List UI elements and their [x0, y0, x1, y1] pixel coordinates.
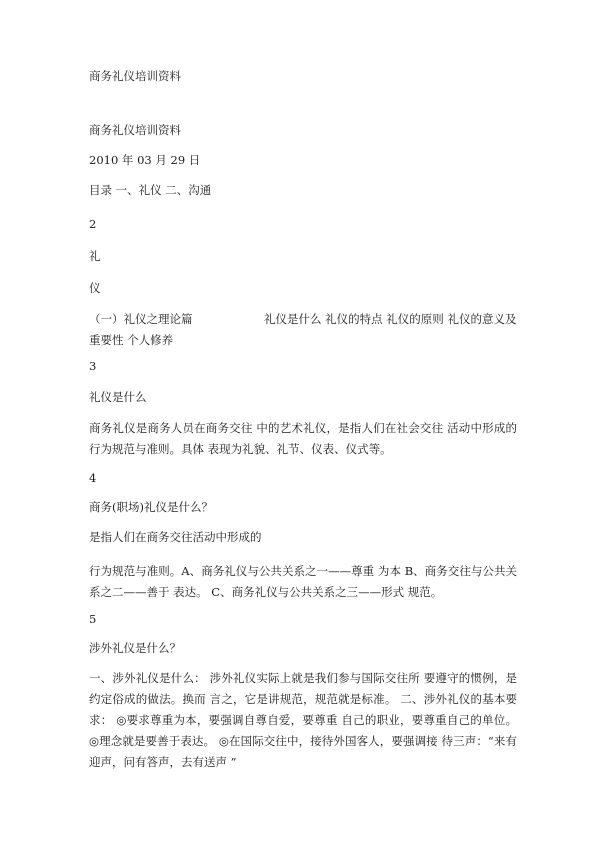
body-paragraph: 商务礼仪是商务人员在商务交往 中的艺术礼仪，是指人们在社会交往 活动中形成的行为规范与准则。具体 表现为礼貌、礼节、仪表、仪式等。 [89, 421, 517, 456]
page-number: 5 [89, 612, 97, 626]
toc-section-items: 礼仪是什么 礼仪的特点 礼仪的原则 礼仪的意义及重要性 个人修养 [89, 312, 517, 347]
section-heading: 涉外礼仪是什么？ [89, 641, 181, 655]
chapter-character: 仪 [89, 281, 101, 295]
page-number: 2 [89, 217, 97, 231]
page-number: 4 [89, 471, 97, 485]
document-title: 商务礼仪培训资料 [89, 69, 181, 83]
document-subtitle: 商务礼仪培训资料 [89, 123, 181, 137]
table-of-contents-line: 目录 一、礼仪 二、沟通 [89, 183, 212, 197]
chapter-character: 礼 [89, 249, 101, 263]
section-heading: 礼仪是什么 [89, 390, 147, 404]
body-paragraph: 一、涉外礼仪是什么： 涉外礼仪实际上就是我们参与国际交往所 要遵守的惯例，是约定俗成的做法。换而 言之，它是讲规范，规范就是标准。 二、涉外礼仪的基本要求： ◎要求尊重为本，要强调自尊自爱，要尊重 自己的职业，要尊重自己的单位。 ◎理念就是要善于表达。 ◎在国际交往中，接待外国客人，要强调接 待三声：“来有迎声，问有答声，去有送声 ” [89, 671, 517, 769]
toc-section-label: （一）礼仪之理论篇 [89, 312, 193, 326]
body-paragraph: 是指人们在商务交往活动中形成的 [89, 530, 262, 544]
document-date: 2010 年 03 月 29 日 [89, 153, 201, 167]
body-paragraph: 行为规范与准则。A、商务礼仪与公共关系之一——尊重 为本 B、商务交往与公共关系之二——善于 表达。 C、商务礼仪与公共关系之三——形式 规范。 [89, 564, 517, 599]
section-heading: 商务(职场)礼仪是什么？ [89, 500, 213, 514]
page-number: 3 [89, 359, 97, 373]
